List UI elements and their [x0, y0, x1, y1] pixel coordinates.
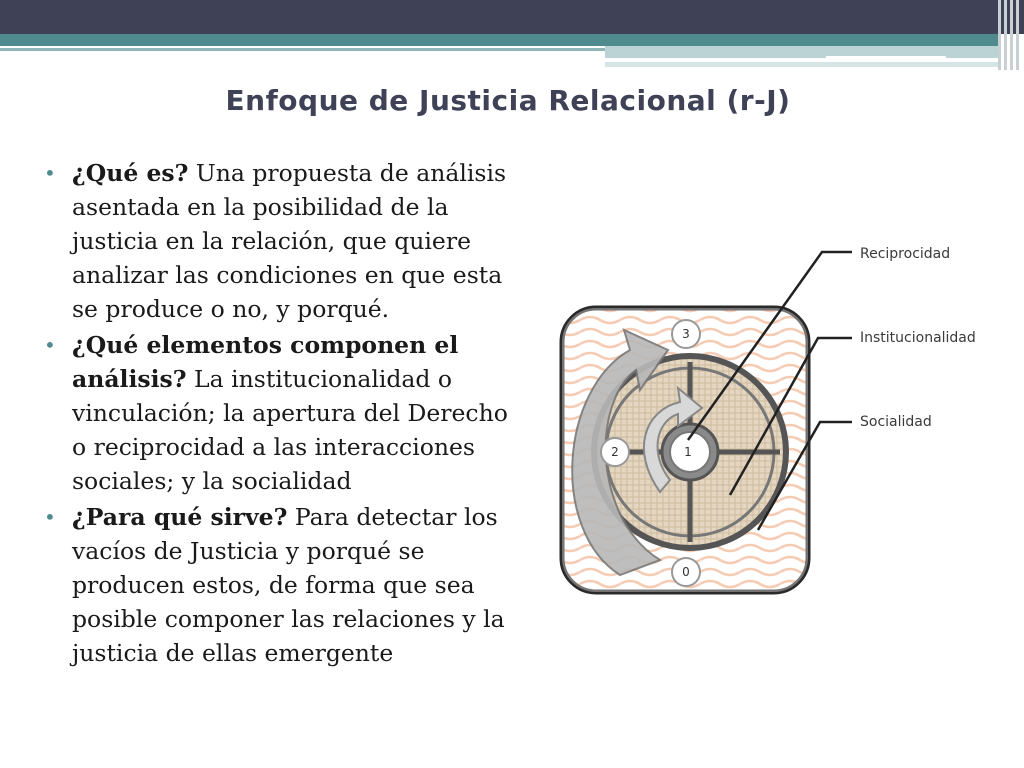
header-accent-band [0, 34, 1000, 46]
level-number: 2 [611, 445, 619, 459]
bullet-icon: • [44, 161, 56, 185]
bullet-text: Para detectar los vacíos de Justicia y porqué se producen estos, de forma que sea posible componer las relaciones y la justicia de ellas emergente [72, 503, 505, 667]
bullet-item [40, 500, 510, 670]
bullet-item [40, 328, 510, 498]
bullet-text: La institucionalidad o vinculación; la apertura del Derecho o reciprocidad a las interacciones sociales; y la socialidad [72, 365, 508, 495]
bullet-question: ¿Para qué sirve? [72, 503, 288, 531]
bullet-list [40, 156, 510, 672]
label-socialidad: Socialidad [860, 414, 932, 430]
decorative-stripes [996, 0, 1024, 70]
bullet-text: Una propuesta de análisis asentada en la posibilidad de la justicia en la relación, que quiere analizar las condiciones en que esta se produce o no, y porqué. [72, 159, 507, 323]
header-line [826, 56, 946, 58]
slide-title: Enfoque de Justicia Relacional (r-J) [225, 84, 791, 117]
level-number: 1 [684, 445, 692, 459]
bullet-question: ¿Qué es? [72, 159, 189, 187]
header-line [605, 62, 1000, 67]
label-reciprocidad: Reciprocidad [860, 246, 951, 262]
level-number: 3 [682, 327, 690, 341]
bullet-icon: • [44, 505, 56, 529]
bullet-item [40, 156, 510, 326]
bullet-question: ¿Qué elementos componen el análisis? [72, 331, 459, 393]
level-number: 0 [682, 565, 690, 579]
header-line [0, 48, 605, 51]
bullet-icon: • [44, 333, 56, 357]
header-bar [0, 0, 1024, 34]
label-institucionalidad: Institucionalidad [860, 330, 976, 346]
relational-justice-diagram [540, 230, 1010, 610]
